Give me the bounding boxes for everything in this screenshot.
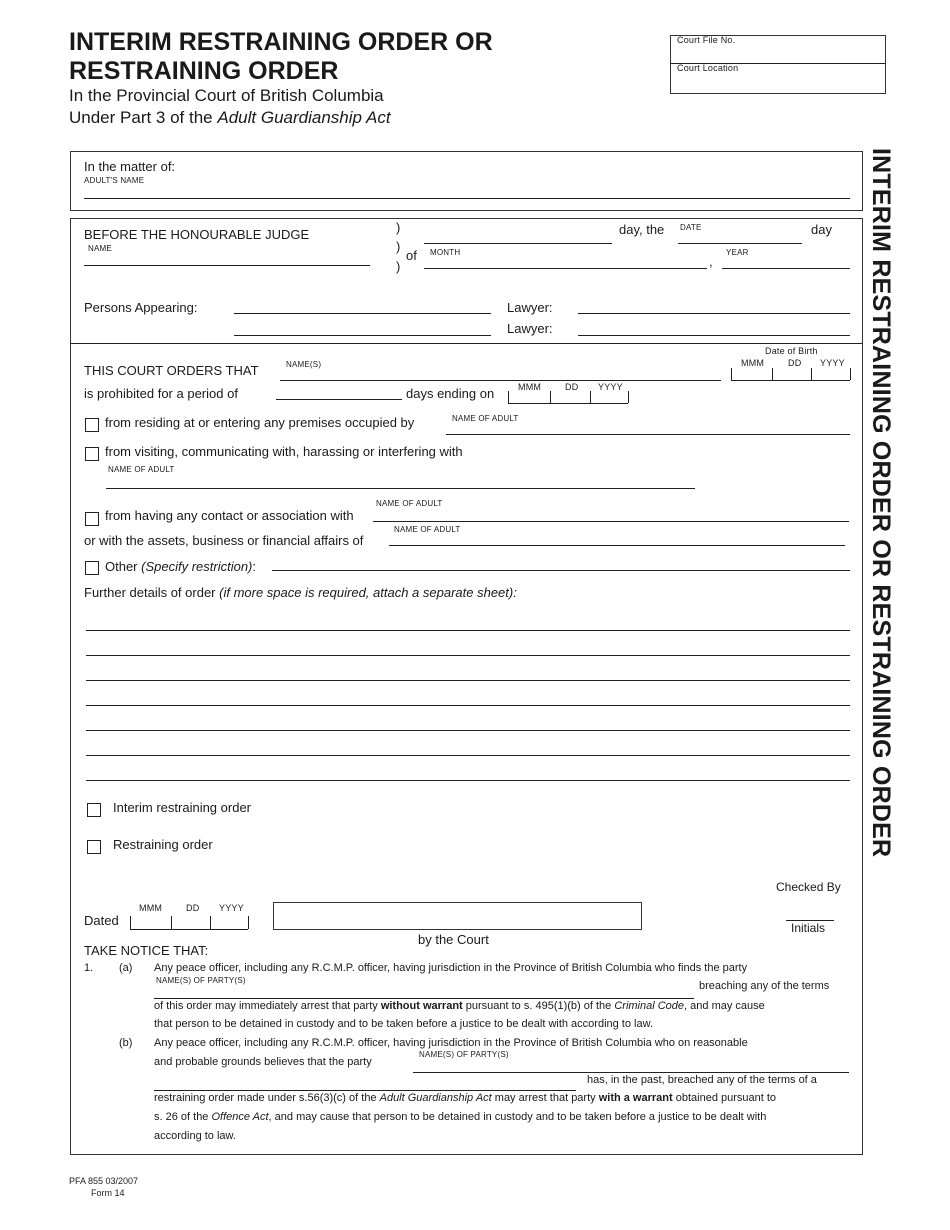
dated-yyyy: YYYY (219, 903, 244, 913)
year-input[interactable] (722, 254, 850, 269)
day-suffix-label: day (811, 222, 832, 237)
matter-label: In the matter of: (84, 159, 176, 174)
paren-2: ) (396, 239, 401, 254)
person-appearing-1-input[interactable] (234, 299, 491, 314)
date-caption: DATE (680, 223, 702, 232)
year-caption: YEAR (726, 248, 749, 257)
details-line-7[interactable] (86, 766, 850, 781)
visiting-adult-caption: NAME OF ADULT (108, 465, 175, 474)
take-notice-heading: TAKE NOTICE THAT: (84, 943, 209, 958)
details-line-5[interactable] (86, 716, 850, 731)
notice-b-line4-mid: may arrest that party (491, 1092, 599, 1104)
dob-mmm: MMM (741, 358, 765, 368)
month-caption: MONTH (430, 248, 461, 257)
notice-b-party-input-1[interactable] (413, 1058, 849, 1073)
residing-checkbox[interactable] (85, 418, 99, 432)
initials-label: Initials (791, 921, 826, 935)
notice-b-line1: Any peace officer, including any R.C.M.P. officer, having jurisdiction in the Province of British Columbia who on reasonable (154, 1037, 748, 1049)
notice-b-offence-act: Offence Act (211, 1111, 269, 1123)
contact-adult-input[interactable] (373, 507, 849, 522)
subtitle-prefix: Under Part 3 of the (69, 108, 218, 127)
person-appearing-2-input[interactable] (234, 321, 491, 336)
notice-a-without-warrant: without warrant (380, 1000, 463, 1012)
subtitle-act: Adult Guardianship Act (217, 108, 391, 127)
dob-input[interactable] (733, 365, 849, 379)
dob-dd: DD (788, 358, 802, 368)
end-dd: DD (565, 382, 579, 392)
interim-order-checkbox[interactable] (87, 803, 101, 817)
restrained-names-input[interactable] (280, 366, 721, 381)
other-text: Other (105, 559, 142, 574)
names-caption: NAME(S) (286, 360, 322, 369)
details-line-1[interactable] (86, 616, 850, 631)
lawyer-2-input[interactable] (578, 321, 850, 336)
end-yyyy: YYYY (598, 382, 623, 392)
form-code: PFA 855 03/2007 (69, 1176, 139, 1186)
other-label (105, 559, 256, 574)
side-title: INTERIM RESTRAINING ORDER OR RESTRAINING ORDER (867, 148, 895, 858)
notice-b-act: Adult Guardianship Act (379, 1092, 492, 1104)
notice-b-with-warrant: with a warrant (598, 1092, 673, 1104)
notice-b-line6: according to law. (154, 1130, 236, 1142)
subtitle-act-line (69, 107, 391, 129)
adult-name-caption: ADULT'S NAME (84, 176, 145, 185)
assets-adult-caption: NAME OF ADULT (394, 525, 461, 534)
month-input[interactable] (424, 254, 707, 269)
checked-by-label: Checked By (776, 880, 841, 894)
dated-label: Dated (84, 913, 119, 928)
details-line-4[interactable] (86, 691, 850, 706)
details-line-2[interactable] (86, 641, 850, 656)
matter-box (70, 151, 863, 211)
judge-name-caption: NAME (88, 244, 112, 253)
prohibited-period-label: is prohibited for a period of (84, 386, 238, 401)
dob-label: Date of Birth (765, 346, 818, 356)
notice-b-line5 (154, 1111, 766, 1123)
notice-number: 1. (84, 962, 94, 974)
notice-a-line3 (154, 1000, 765, 1012)
notice-b-line4 (154, 1092, 776, 1104)
section-divider (70, 343, 862, 344)
further-details-note: (if more space is required, attach a separate sheet): (219, 585, 517, 600)
form-subtitle (69, 85, 391, 129)
notice-a-line3-pre: of this order may immediately arrest that party (154, 1000, 381, 1012)
court-location-input[interactable] (680, 75, 876, 89)
form-title-line1: INTERIM RESTRAINING ORDER OR (69, 28, 493, 56)
paren-1: ) (396, 220, 401, 235)
notice-a-criminal-code: Criminal Code (614, 1000, 685, 1012)
notice-b-line5-pre: s. 26 of the (154, 1111, 212, 1123)
notice-a-line3-mid: pursuant to s. 495(1)(b) of the (462, 1000, 615, 1012)
subtitle-court: In the Provincial Court of British Columbia (69, 86, 384, 105)
notice-a-line1: Any peace officer, including any R.C.M.P. officer, having jurisdiction in the Province of British Columbia who finds the party (154, 962, 748, 974)
form-title (69, 28, 493, 86)
details-line-3[interactable] (86, 666, 850, 681)
notice-a-line4: that person to be detained in custody and to be taken before a justice to be dealt with according to law. (154, 1018, 653, 1030)
restraining-order-checkbox[interactable] (87, 840, 101, 854)
contact-adult-caption: NAME OF ADULT (376, 499, 443, 508)
lawyer-1-input[interactable] (578, 299, 850, 314)
month-year-comma: , (709, 254, 713, 269)
end-mmm: MMM (518, 382, 542, 392)
notice-a-line3-post: , and may cause (684, 1000, 765, 1012)
assets-label: or with the assets, business or financial affairs of (84, 533, 364, 548)
notice-a-party-caption: NAME(S) OF PARTY(S) (156, 976, 246, 985)
further-details-text: Further details of order (84, 585, 220, 600)
end-date-input[interactable] (510, 388, 626, 402)
judge-name-input[interactable] (84, 251, 370, 266)
dated-dd: DD (186, 903, 200, 913)
by-the-court-label: by the Court (418, 932, 489, 947)
paren-3: ) (396, 259, 401, 274)
visiting-adult-input[interactable] (106, 474, 695, 489)
details-line-6[interactable] (86, 741, 850, 756)
residing-label: from residing at or entering any premises occupied by (105, 415, 415, 430)
visiting-label: from visiting, communicating with, harassing or interfering with (105, 444, 463, 459)
court-file-label: Court File No. (677, 35, 736, 45)
notice-b-line2: and probable grounds believes that the party (154, 1056, 372, 1068)
court-file-input[interactable] (680, 47, 876, 61)
assets-adult-input[interactable] (389, 531, 845, 546)
day-the-label: day, the (619, 222, 665, 237)
interim-order-label: Interim restraining order (113, 800, 251, 815)
notice-a-breaching: breaching any of the terms (699, 980, 830, 992)
of-label: of (406, 248, 417, 263)
court-location-label: Court Location (677, 63, 739, 73)
notice-b-line4-post: obtained pursuant to (672, 1092, 777, 1104)
restraining-order-label: Restraining order (113, 837, 213, 852)
notice-b-line4-pre: restraining order made under s.56(3)(c) of the (154, 1092, 380, 1104)
court-orders-label: THIS COURT ORDERS THAT (84, 363, 259, 378)
notice-a-party-input[interactable] (154, 984, 694, 999)
other-restriction-input[interactable] (272, 556, 850, 571)
form-title-line2: RESTRAINING ORDER (69, 57, 339, 85)
lawyer-1-label: Lawyer: (507, 300, 553, 315)
notice-b-breached: has, in the past, breached any of the terms of a (587, 1074, 817, 1086)
notice-b-party-caption: NAME(S) OF PARTY(S) (419, 1050, 509, 1059)
persons-appearing-label: Persons Appearing: (84, 300, 198, 315)
date-input[interactable] (678, 229, 802, 244)
dated-input[interactable] (132, 913, 246, 927)
other-colon: : (252, 559, 256, 574)
visiting-checkbox[interactable] (85, 447, 99, 461)
form-number: Form 14 (91, 1188, 125, 1198)
dated-mmm: MMM (139, 903, 163, 913)
notice-b-line5-post: , and may cause that person to be detained in custody and to be taken before a justice to be dealt with (268, 1111, 767, 1123)
other-checkbox[interactable] (85, 561, 99, 575)
contact-label: from having any contact or association with (105, 508, 354, 523)
further-details-label (84, 585, 517, 600)
days-ending-label: days ending on (406, 386, 495, 401)
period-days-input[interactable] (276, 385, 402, 400)
notice-b-label: (b) (119, 1037, 133, 1049)
dob-yyyy: YYYY (820, 358, 845, 368)
court-signature-box[interactable] (273, 902, 642, 930)
residing-adult-input[interactable] (446, 420, 850, 435)
lawyer-2-label: Lawyer: (507, 321, 553, 336)
day-input[interactable] (424, 229, 612, 244)
contact-checkbox[interactable] (85, 512, 99, 526)
other-specify: (Specify restriction) (141, 559, 253, 574)
adult-name-input[interactable] (84, 184, 850, 199)
notice-a-label: (a) (119, 962, 133, 974)
notice-b-party-input-2[interactable] (154, 1076, 576, 1091)
residing-adult-caption: NAME OF ADULT (452, 414, 519, 423)
before-judge-label: BEFORE THE HONOURABLE JUDGE (84, 227, 310, 242)
